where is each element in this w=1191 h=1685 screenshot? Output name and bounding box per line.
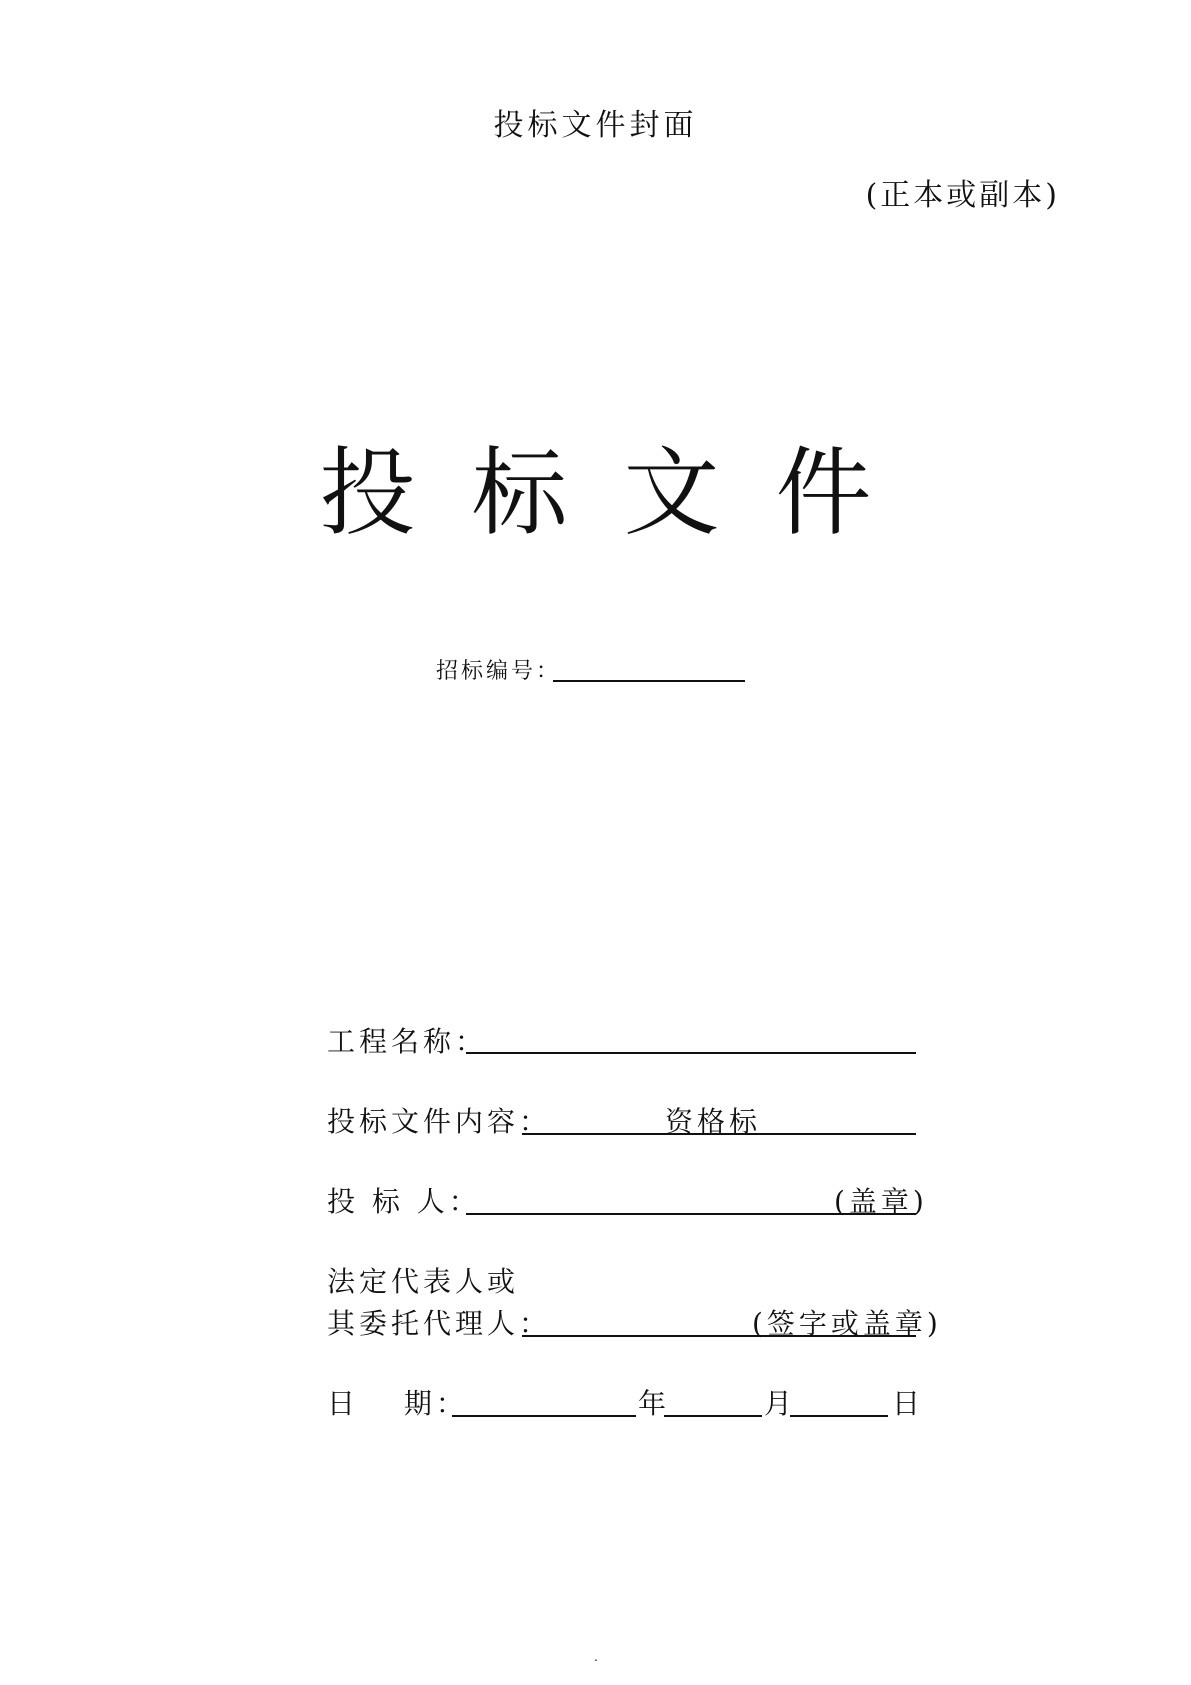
title-char-2: 标 <box>471 437 568 549</box>
content-label: 投标文件内容： <box>327 1105 552 1138</box>
date-year-field[interactable] <box>452 1415 636 1417</box>
date-day-field[interactable] <box>790 1415 888 1417</box>
bid-number-label: 招标编号： <box>436 659 562 684</box>
representative-sign-note: (签字或盖章) <box>752 1307 942 1340</box>
cover-heading: 投标文件封面 <box>493 108 698 143</box>
project-name-field[interactable] <box>466 1052 916 1054</box>
title-char-4: 件 <box>775 437 872 549</box>
date-label: 日 期： <box>327 1387 468 1420</box>
bidder-label: 投 标 人： <box>327 1185 481 1218</box>
bid-number-field[interactable] <box>553 680 745 682</box>
date-day-unit: 日 <box>892 1387 925 1420</box>
footer-mark: . <box>594 1650 598 1664</box>
copy-type-label: (正本或副本) <box>865 178 1060 213</box>
date-month-field[interactable] <box>664 1415 762 1417</box>
date-month-unit: 月 <box>764 1387 797 1420</box>
title-char-1: 投 <box>319 437 416 549</box>
representative-label-line1: 法定代表人或 <box>327 1265 520 1298</box>
content-value: 资格标 <box>665 1105 762 1138</box>
project-name-label: 工程名称： <box>327 1025 488 1058</box>
date-year-unit: 年 <box>638 1387 671 1420</box>
document-title <box>0 438 1191 548</box>
title-char-3: 文 <box>623 437 720 549</box>
representative-label-line2: 其委托代理人： <box>327 1307 552 1340</box>
bidder-seal-note: (盖章) <box>834 1185 928 1218</box>
